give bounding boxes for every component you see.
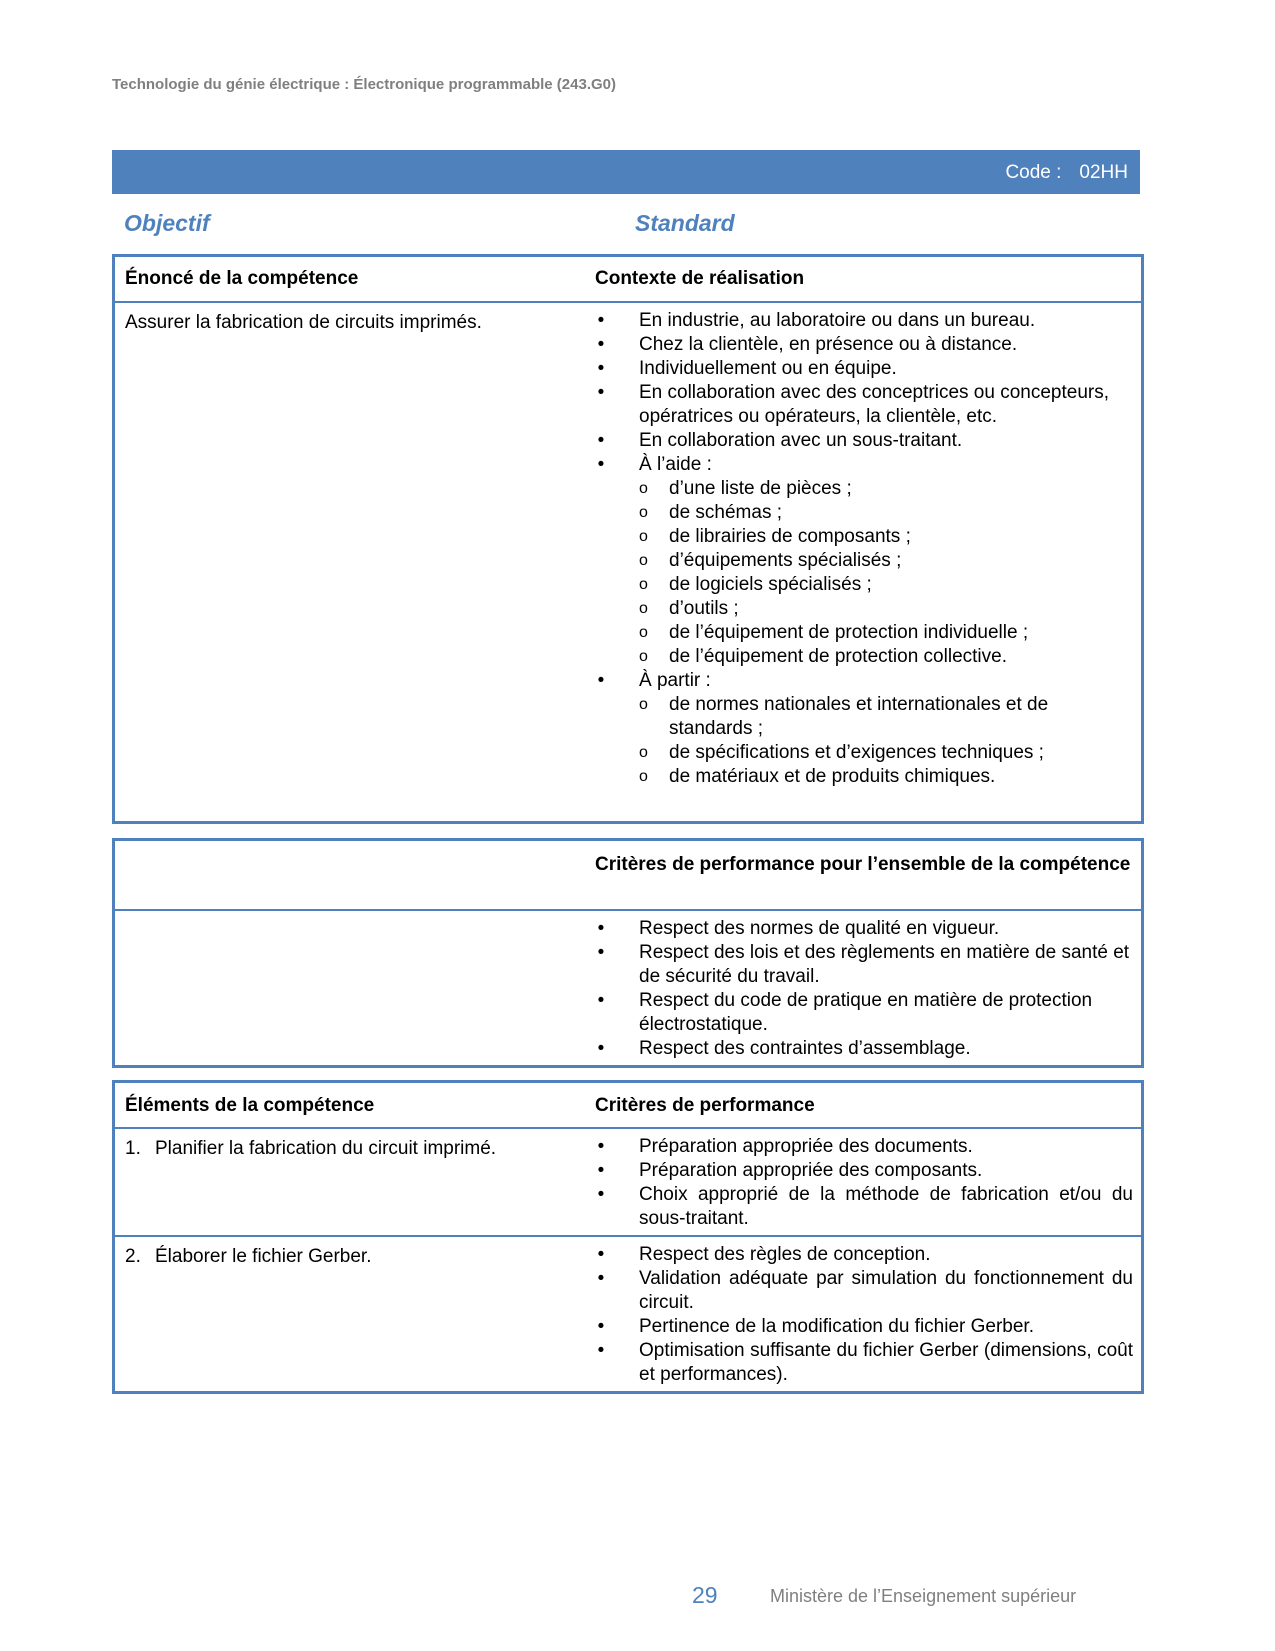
competence-statement: Assurer la fabrication de circuits imprimés. <box>125 312 482 333</box>
sub-bullet-icon: o <box>639 744 648 761</box>
partir-item: o de matériaux et de produits chimiques. <box>639 766 996 787</box>
aide-item: o d’une liste de pièces ; <box>639 478 852 499</box>
partir-item: o de spécifications et d’exigences techniques ; <box>639 742 1044 763</box>
criterion-item: • Préparation appropriée des composants. <box>595 1159 1133 1183</box>
bullet-icon: • <box>597 1136 605 1157</box>
sub-bullet-icon: o <box>639 480 648 497</box>
partir-item: o de normes nationales et internationales et de standards ; <box>639 694 1049 739</box>
element-criteria-list <box>595 1243 1133 1387</box>
elements-header-row <box>115 1083 1141 1127</box>
sub-bullet-icon: o <box>639 696 648 713</box>
bullet-icon: • <box>597 1340 605 1361</box>
criterion-item: • Respect des lois et des règlements en matière de santé et de sécurité du travail. <box>595 941 1133 989</box>
bullet-icon: • <box>597 990 605 1011</box>
aide-item: o de l’équipement de protection individuelle ; <box>639 622 1029 643</box>
partir-sublist <box>639 693 1133 789</box>
standard-label: Standard <box>635 210 735 236</box>
context-item: • Chez la clientèle, en présence ou à distance. <box>595 333 1133 357</box>
context-list-wrapper <box>595 309 1133 789</box>
code-label: Code : <box>1005 162 1062 183</box>
elements-header: Éléments de la compétence <box>125 1095 375 1116</box>
criterion-item: • Optimisation suffisante du fichier Gerber (dimensions, coût et performances). <box>595 1339 1133 1387</box>
criterion-item: • Choix approprié de la méthode de fabrication et/ou du sous-traitant. <box>595 1183 1133 1231</box>
element-criteria-wrapper <box>595 1135 1133 1231</box>
overall-criteria-body-row <box>115 909 1141 1067</box>
competence-table-header-row <box>115 257 1141 301</box>
program-title: Technologie du génie électrique : Électronique programmable (243.G0) <box>112 76 616 93</box>
element-row <box>115 1127 1141 1235</box>
context-header: Contexte de réalisation <box>595 268 805 289</box>
code-value: 02HH <box>1079 162 1128 183</box>
criterion-item: • Respect des normes de qualité en vigueur. <box>595 917 1133 941</box>
bullet-icon: • <box>597 454 605 475</box>
code-label-group <box>1005 162 1128 184</box>
sub-bullet-icon: o <box>639 504 648 521</box>
aide-item: o de schémas ; <box>639 502 782 523</box>
bullet-icon: • <box>597 358 605 379</box>
element-row <box>115 1235 1141 1391</box>
sub-bullet-icon: o <box>639 768 648 785</box>
criterion-item: • Pertinence de la modification du fichier Gerber. <box>595 1315 1133 1339</box>
bullet-icon: • <box>597 942 605 963</box>
criterion-item: • Respect des contraintes d’assemblage. <box>595 1037 1133 1061</box>
context-item: • Individuellement ou en équipe. <box>595 357 1133 381</box>
element-criteria-list <box>595 1135 1133 1231</box>
context-item: • À partir : o de normes nationales et internationales et de standards ; o de spécifications et d’exigences techniques ; o de matériaux et de produits chimiques. <box>595 669 1133 789</box>
element-criteria-wrapper <box>595 1243 1133 1387</box>
context-item: • En collaboration avec un sous-traitant. <box>595 429 1133 453</box>
bullet-icon: • <box>597 918 605 939</box>
statement-header: Énoncé de la compétence <box>125 268 359 289</box>
bullet-icon: • <box>597 382 605 403</box>
elements-table <box>112 1080 1144 1394</box>
element-item <box>125 1137 585 1161</box>
aide-item: o de logiciels spécialisés ; <box>639 574 872 595</box>
sub-bullet-icon: o <box>639 648 648 665</box>
competence-table <box>112 254 1144 824</box>
aide-sublist <box>639 477 1133 669</box>
page-number: 29 <box>692 1582 718 1608</box>
criterion-item: • Respect des règles de conception. <box>595 1243 1133 1267</box>
criterion-item: • Respect du code de pratique en matière de protection électrostatique. <box>595 989 1133 1037</box>
criterion-item: • Préparation appropriée des documents. <box>595 1135 1133 1159</box>
sub-bullet-icon: o <box>639 552 648 569</box>
overall-criteria-header-row <box>115 841 1141 909</box>
performance-criteria-header: Critères de performance <box>595 1095 815 1116</box>
overall-criteria-list <box>595 917 1133 1061</box>
bullet-icon: • <box>597 1160 605 1181</box>
bullet-icon: • <box>597 1184 605 1205</box>
bullet-icon: • <box>597 1268 605 1289</box>
criterion-item: • Validation adéquate par simulation du fonctionnement du circuit. <box>595 1267 1133 1315</box>
sub-bullet-icon: o <box>639 576 648 593</box>
aide-item: o de librairies de composants ; <box>639 526 911 547</box>
bullet-icon: • <box>597 670 605 691</box>
aide-item: o d’outils ; <box>639 598 739 619</box>
bullet-icon: • <box>597 310 605 331</box>
overall-criteria-wrapper <box>595 917 1133 1061</box>
competence-table-body-row <box>115 301 1141 823</box>
aide-item: o de l’équipement de protection collective. <box>639 646 1007 667</box>
context-item: • En industrie, au laboratoire ou dans un bureau. <box>595 309 1133 333</box>
overall-criteria-header: Critères de performance pour l’ensemble de la compétence <box>595 854 1131 875</box>
element-number: 2. <box>125 1246 141 1267</box>
bullet-icon: • <box>597 1244 605 1265</box>
sub-bullet-icon: o <box>639 600 648 617</box>
objectif-label: Objectif <box>124 210 210 236</box>
sub-bullet-icon: o <box>639 528 648 545</box>
ministry-name: Ministère de l’Enseignement supérieur <box>770 1586 1077 1606</box>
bullet-icon: • <box>597 430 605 451</box>
overall-criteria-table <box>112 838 1144 1068</box>
element-text: Planifier la fabrication du circuit imprimé. <box>155 1138 497 1159</box>
context-item: • En collaboration avec des conceptrices ou concepteurs, opératrices ou opérateurs, la clientèle, etc. <box>595 381 1133 429</box>
element-number: 1. <box>125 1138 141 1159</box>
bullet-icon: • <box>597 334 605 355</box>
context-list <box>595 309 1133 789</box>
aide-item: o d’équipements spécialisés ; <box>639 550 902 571</box>
code-bar <box>112 150 1140 194</box>
bullet-icon: • <box>597 1038 605 1059</box>
context-item: • À l’aide : o d’une liste de pièces ; o de schémas ; o de librairies de composants ; o d’équipements spécialisés ; o de logiciels spécialisés ; o d’outils ; o de l’équipement de protection individuelle ; o de l’équipement de protection collective. <box>595 453 1133 669</box>
element-item <box>125 1245 585 1269</box>
element-text: Élaborer le fichier Gerber. <box>155 1246 372 1267</box>
sub-bullet-icon: o <box>639 624 648 641</box>
bullet-icon: • <box>597 1316 605 1337</box>
